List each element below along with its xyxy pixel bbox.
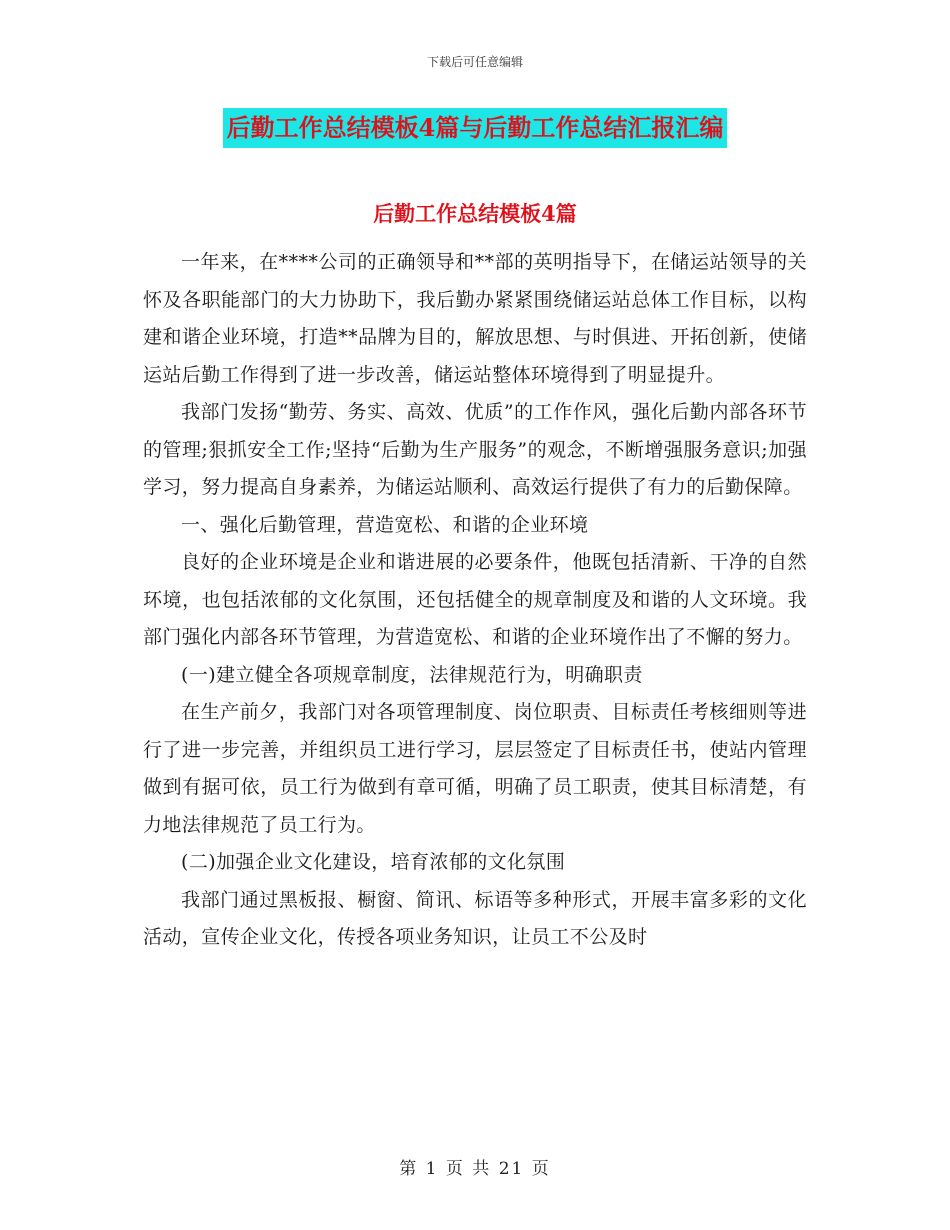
section-title: 后勤工作总结模板4篇 <box>373 201 577 226</box>
paragraph: 一年来，在****公司的正确领导和**部的英明指导下，在储运站领导的关怀及各职能部门的大力协助下，我后勤办紧紧围绕储运站总体工作目标，以构建和谐企业环境，打造**品牌为目的，解放思想、与时俱进、开拓创新，使储运站后勤工作得到了进一步改善，储运站整体环境得到了明显提升。 <box>143 251 807 386</box>
page-number-footer: 第 1 页 共 21 页 <box>399 1159 551 1179</box>
subsection-heading: (一)建立健全各项规章制度，法律规范行为，明确职责 <box>181 663 643 686</box>
document-body <box>143 244 807 957</box>
paragraph: 在生产前夕，我部门对各项管理制度、岗位职责、目标责任考核细则等进行了进一步完善，并组织员工进行学习，层层签定了目标责任书，使站内管理做到有据可依，员工行为做到有章可循，明确了员工职责，使其目标清楚，有力地法律规范了员工行为。 <box>143 701 807 836</box>
paragraph: 良好的企业环境是企业和谐进展的必要条件，他既包括清新、干净的自然环境，也包括浓郁的文化氛围，还包括健全的规章制度及和谐的人文环境。我部门强化内部各环节管理，为营造宽松、和谐的企业环境作出了不懈的努力。 <box>143 551 807 648</box>
document-title-text: 后勤工作总结模板4篇与后勤工作总结汇报汇编 <box>223 108 728 148</box>
subsection-heading: (二)加强企业文化建设，培育浓郁的文化氛围 <box>181 851 566 873</box>
document-title <box>0 108 950 148</box>
paragraph: 我部门通过黑板报、橱窗、简讯、标语等多种形式，开展丰富多彩的文化活动，宣传企业文化，传授各项业务知识，让员工不公及时 <box>143 888 807 948</box>
paragraph: 我部门发扬“勤劳、务实、高效、优质”的工作作风，强化后勤内部各环节的管理;狠抓安全工作;坚持“后勤为生产服务”的观念，不断增强服务意识;加强学习，努力提高自身素养，为储运站顺利、高效运行提供了有力的后勤保障。 <box>143 401 807 498</box>
section-heading: 一、强化后勤管理，营造宽松、和谐的企业环境 <box>181 513 589 536</box>
header-note: 下载后可任意编辑 <box>426 55 523 69</box>
